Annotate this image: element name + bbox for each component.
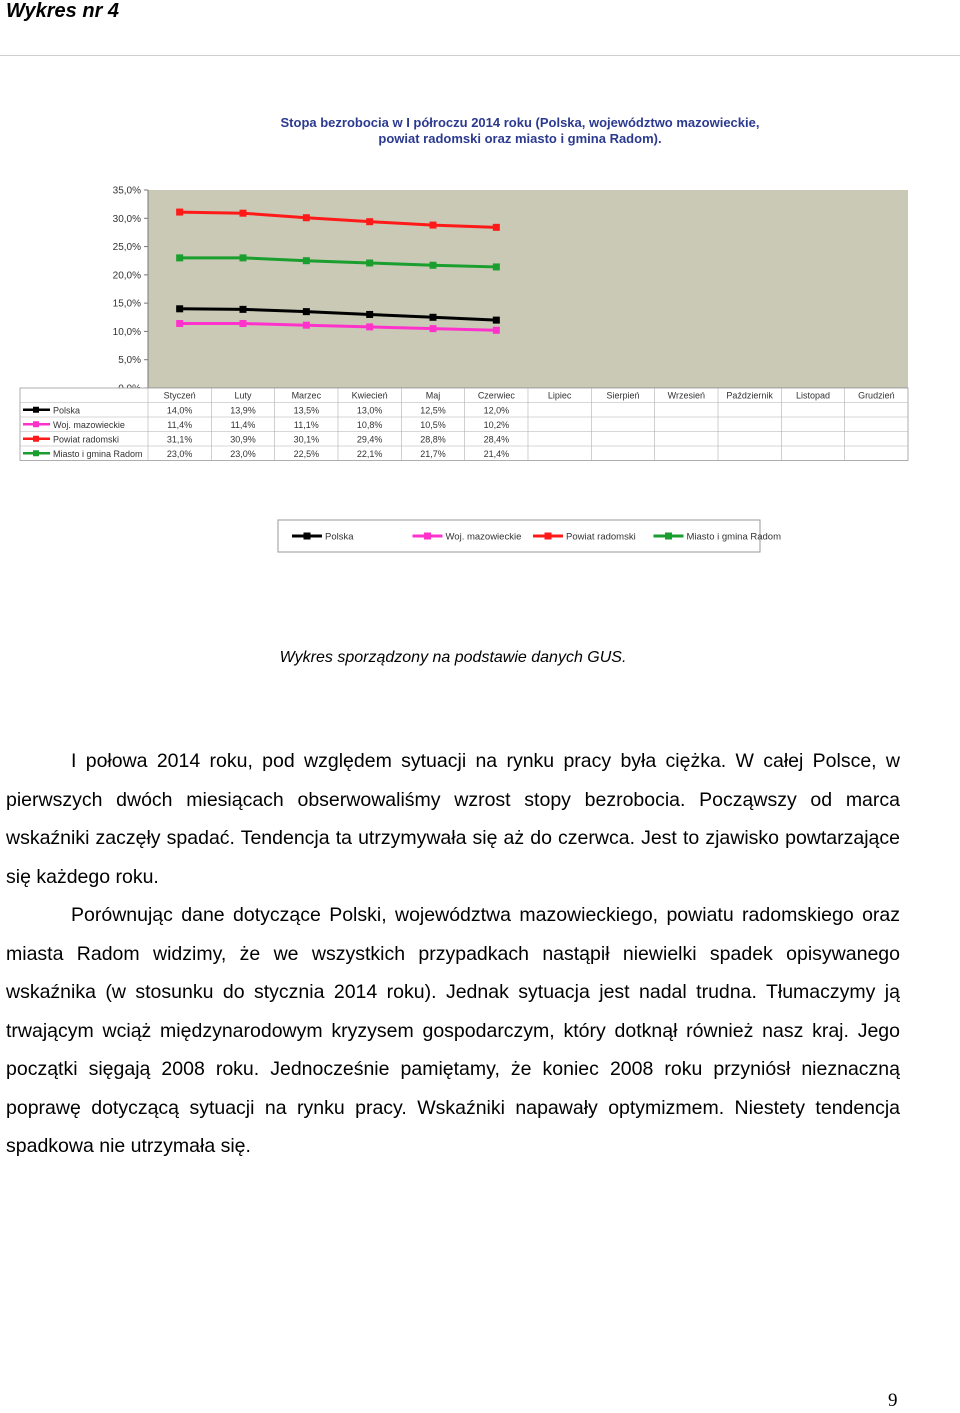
table-data-label: 23,0% <box>230 448 256 459</box>
data-point-marker <box>240 320 247 327</box>
table-data-label: 22,5% <box>293 448 320 459</box>
x-category-label: Grudzień <box>858 390 895 401</box>
y-tick-label: 5,0% <box>118 355 141 367</box>
table-legend-key-marker <box>33 421 39 427</box>
x-category-label: Listopad <box>795 390 831 401</box>
data-point-marker <box>493 317 500 324</box>
data-point-marker <box>303 308 310 315</box>
x-category-label: Styczeń <box>163 390 196 401</box>
table-data-label: 10,2% <box>483 419 510 430</box>
table-series-name: Polska <box>53 405 81 416</box>
data-point-marker <box>493 327 500 334</box>
table-series-name: Woj. mazowieckie <box>53 419 125 430</box>
legend-key-marker <box>304 533 311 540</box>
data-point-marker <box>493 263 500 270</box>
title-divider <box>0 55 960 56</box>
plot-area <box>148 190 908 388</box>
chart-source-caption: Wykres sporządzony na podstawie danych GUS. <box>279 649 627 666</box>
data-point-marker <box>366 311 373 318</box>
data-point-marker <box>366 218 373 225</box>
table-data-label: 23,0% <box>166 448 193 459</box>
table-legend-key-marker <box>33 407 39 413</box>
legend-entry-label: Polska <box>325 531 354 543</box>
table-data-label: 21,4% <box>483 448 510 459</box>
data-point-marker <box>240 254 247 261</box>
table-data-label: 12,0% <box>483 405 510 416</box>
table-data-label: 12,5% <box>420 405 446 416</box>
data-point-marker <box>493 224 500 231</box>
y-tick-label: 20,0% <box>112 270 141 282</box>
y-tick-label: 35,0% <box>112 185 141 197</box>
chart-title-line-1: Stopa bezrobocia w I półroczu 2014 roku (Polska, województwo mazowieckie, <box>280 115 760 130</box>
paragraph-2: Porównując dane dotyczące Polski, województwa mazowieckiego, powiatu radomskiego oraz miasta Radom widzimy, że we wszystkich przypadkach nastąpił niewielki spadek opisywanego wskaźnika (w stosunku do stycznia 2014 roku). Jednak sytuacja jest nadal trudna. Tłumaczymy ją trwającym wciąż międzynarodowym kryzysem gospodarczym, który dotknął również nasz kraj. Jego początki sięgają 2008 roku. Jednocześnie pamiętamy, że koniec 2008 roku przyniósł nieznaczną poprawę dotyczącą sytuacji na rynku pracy. Wskaźniki napawały optymizmem. Niestety tendencja spadkowa nie utrzymała się. <box>6 904 900 1157</box>
table-data-label: 28,4% <box>483 434 510 445</box>
table-legend-key-marker <box>33 436 39 442</box>
y-tick-label: 10,0% <box>112 326 141 338</box>
x-category-label: Lipiec <box>547 390 572 401</box>
x-category-label: Kwiecień <box>351 390 388 401</box>
legend-key-marker <box>665 533 672 540</box>
data-point-marker <box>176 254 183 261</box>
table-data-label: 28,8% <box>420 434 446 445</box>
data-point-marker <box>176 209 183 216</box>
table-data-label: 21,7% <box>420 448 446 459</box>
page-number: 9 <box>888 1390 898 1411</box>
data-point-marker <box>240 210 247 217</box>
data-point-marker <box>430 262 437 269</box>
y-tick-label: 25,0% <box>112 242 141 254</box>
chart-canvas <box>0 105 960 565</box>
table-data-label: 29,4% <box>356 434 383 445</box>
chart-title-line-2: powiat radomski oraz miasto i gmina Radom). <box>378 131 662 146</box>
data-point-marker <box>430 314 437 321</box>
table-legend-key-marker <box>33 450 39 456</box>
table-data-label: 11,1% <box>293 419 319 430</box>
data-table-frame <box>20 388 908 461</box>
table-series-name: Miasto i gmina Radom <box>53 448 143 459</box>
table-data-label: 13,5% <box>293 405 320 416</box>
table-data-label: 22,1% <box>356 448 383 459</box>
y-tick-label: 15,0% <box>112 298 141 310</box>
table-data-label: 30,1% <box>293 434 320 445</box>
x-category-label: Marzec <box>291 390 322 401</box>
x-category-label: Maj <box>425 390 441 401</box>
table-data-label: 10,8% <box>356 419 383 430</box>
data-point-marker <box>303 214 310 221</box>
paragraph-1: I połowa 2014 roku, pod względem sytuacji na rynku pracy była ciężka. W całej Polsce, w pierwszych dwóch miesiącach obserwowaliśmy wzrost stopy bezrobocia. Począwszy od marca wskaźniki zaczęły spadać. Tendencja ta utrzymywała się aż do czerwca. Jest to zjawisko powtarzające się każdego roku. <box>6 750 900 888</box>
legend-entry-label: Powiat radomski <box>566 531 636 543</box>
data-point-marker <box>303 322 310 329</box>
table-data-label: 14,0% <box>166 405 193 416</box>
data-point-marker <box>366 259 373 266</box>
table-data-label: 11,4% <box>167 419 193 430</box>
document-title: Wykres nr 4 <box>6 0 120 22</box>
data-point-marker <box>366 323 373 330</box>
legend-entry-label: Miasto i gmina Radom <box>686 531 782 543</box>
x-category-label: Luty <box>234 390 252 401</box>
data-point-marker <box>430 325 437 332</box>
x-category-label: Czerwiec <box>477 390 515 401</box>
x-category-label: Wrzesień <box>667 390 706 401</box>
table-data-label: 11,4% <box>230 419 256 430</box>
table-data-label: 13,9% <box>230 405 256 416</box>
data-point-marker <box>176 320 183 327</box>
legend-key-marker <box>545 533 552 540</box>
table-data-label: 10,5% <box>420 419 446 430</box>
table-data-label: 30,9% <box>230 434 256 445</box>
data-point-marker <box>430 222 437 229</box>
data-point-marker <box>176 305 183 312</box>
y-tick-label: 30,0% <box>112 213 141 225</box>
data-point-marker <box>303 257 310 264</box>
table-data-label: 31,1% <box>166 434 193 445</box>
table-series-name: Powiat radomski <box>53 434 120 445</box>
article-body <box>6 742 900 1166</box>
unemployment-chart <box>0 105 960 565</box>
table-data-label: 13,0% <box>356 405 383 416</box>
legend-key-marker <box>424 533 431 540</box>
legend-entry-label: Woj. mazowieckie <box>445 531 522 543</box>
x-category-label: Październik <box>726 390 773 401</box>
x-category-label: Sierpień <box>606 390 640 401</box>
data-point-marker <box>240 306 247 313</box>
